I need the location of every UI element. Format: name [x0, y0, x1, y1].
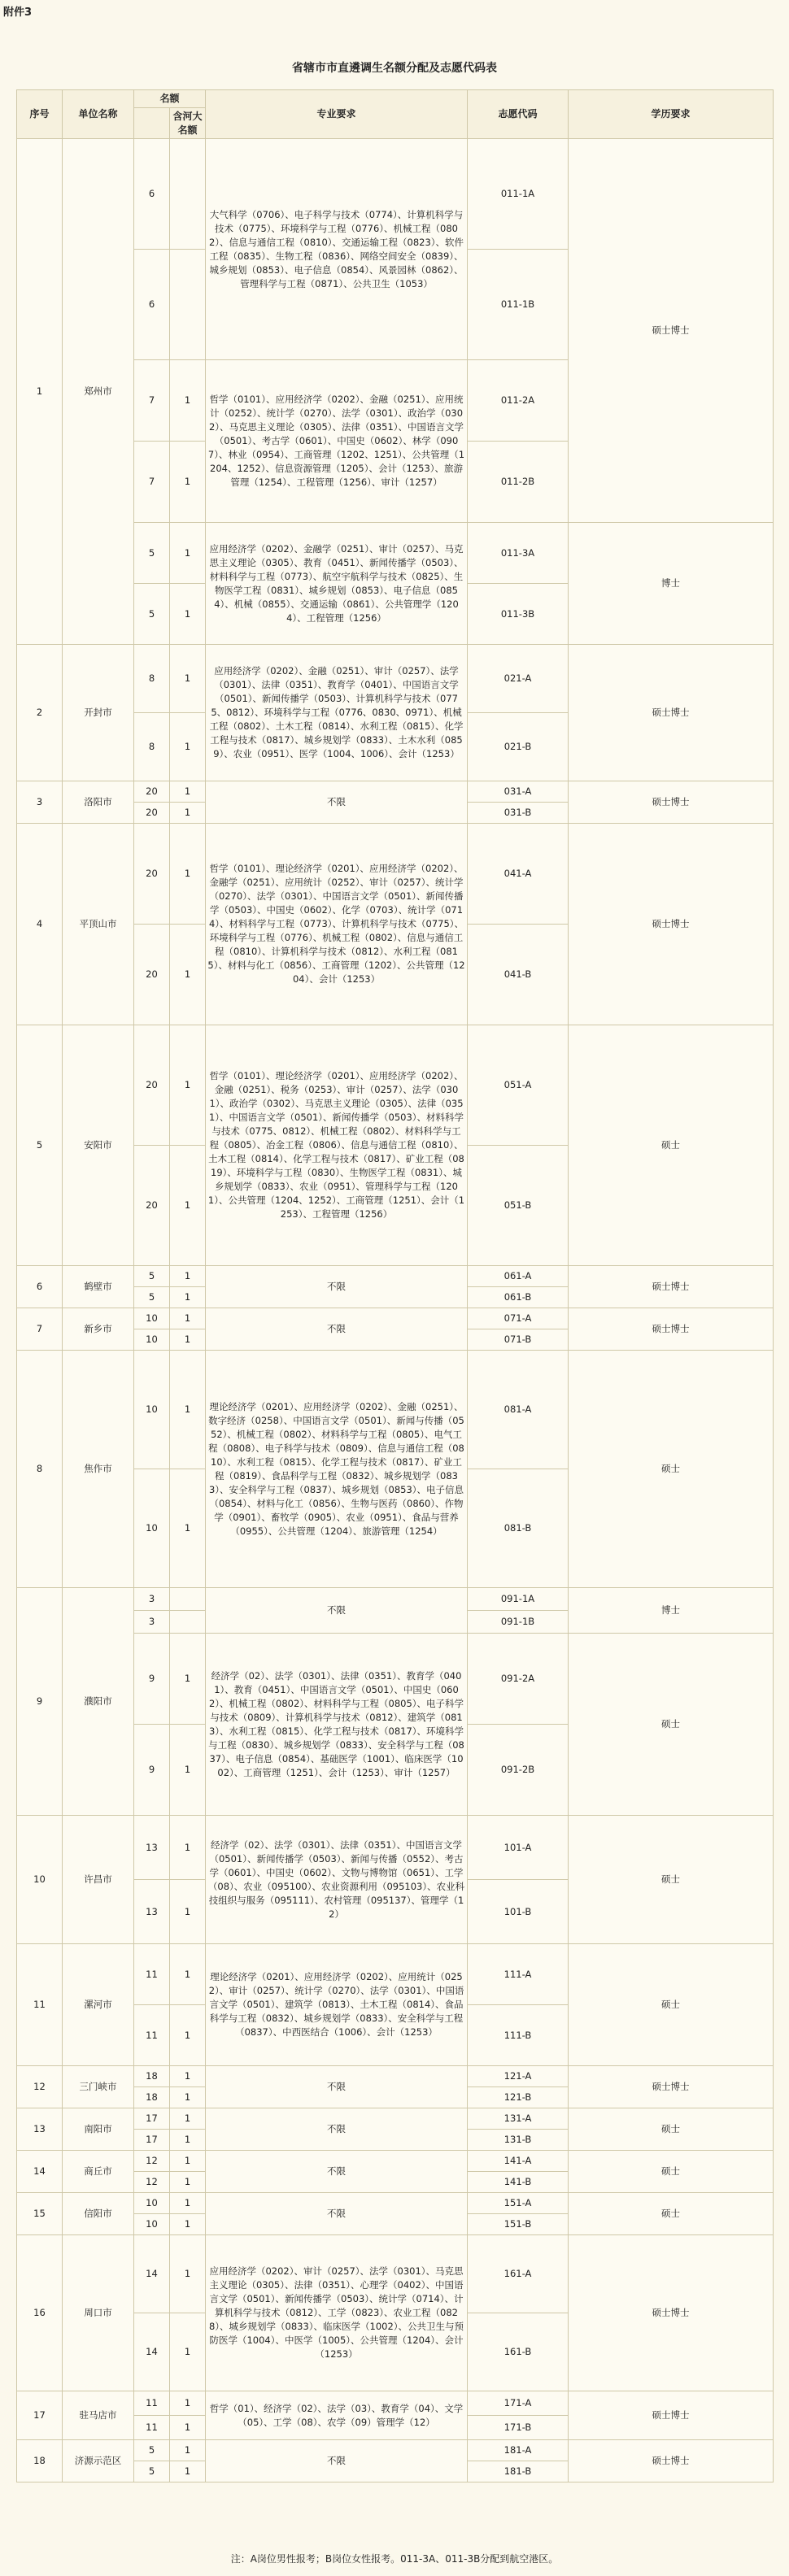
quota-cell: 7: [134, 442, 170, 523]
quota-sub-cell: [170, 139, 206, 250]
quota-sub-cell: 1: [170, 2416, 206, 2440]
quota-cell: 9: [134, 1634, 170, 1725]
code-cell: 141-A: [468, 2151, 569, 2172]
quota-cell: 17: [134, 2130, 170, 2151]
quota-sub-cell: [170, 1611, 206, 1634]
unit-name-cell: 开封市: [63, 645, 134, 781]
quota-sub-cell: 1: [170, 2066, 206, 2087]
code-cell: 081-B: [468, 1469, 569, 1588]
major-requirements-cell: 不限: [206, 2066, 468, 2108]
quota-sub-cell: 1: [170, 2005, 206, 2066]
code-cell: 041-A: [468, 824, 569, 925]
education-cell: 硕士: [569, 1025, 774, 1266]
unit-name-cell: 平顶山市: [63, 824, 134, 1025]
code-cell: 151-B: [468, 2214, 569, 2235]
table-row: [17, 1308, 774, 1329]
code-cell: 081-A: [468, 1351, 569, 1469]
seq-cell: 13: [17, 2108, 63, 2151]
code-cell: 021-B: [468, 713, 569, 781]
code-cell: 061-A: [468, 1266, 569, 1287]
unit-name-cell: 安阳市: [63, 1025, 134, 1266]
seq-cell: 18: [17, 2440, 63, 2482]
education-cell: 硕士博士: [569, 2391, 774, 2440]
code-cell: 011-1A: [468, 139, 569, 250]
seq-cell: 11: [17, 1944, 63, 2066]
quota-sub-cell: 1: [170, 360, 206, 442]
quota-cell: 20: [134, 824, 170, 925]
quota-sub-cell: 1: [170, 1816, 206, 1880]
code-cell: 131-B: [468, 2130, 569, 2151]
education-cell: 硕士博士: [569, 781, 774, 824]
code-cell: 071-A: [468, 1308, 569, 1329]
unit-name-cell: 郑州市: [63, 139, 134, 645]
unit-name-cell: 济源示范区: [63, 2440, 134, 2482]
code-cell: 031-B: [468, 803, 569, 824]
quota-cell: 10: [134, 2214, 170, 2235]
table-row: [17, 824, 774, 925]
quota-cell: 20: [134, 925, 170, 1025]
major-requirements-cell: 不限: [206, 2193, 468, 2235]
quota-cell: 11: [134, 2005, 170, 2066]
code-cell: 011-2B: [468, 442, 569, 523]
quota-sub-cell: [170, 250, 206, 360]
quota-cell: 3: [134, 1588, 170, 1611]
major-requirements-cell: 应用经济学（0202）、金融（0251）、审计（0257）、法学（0301）、法律（0351）、教育学（0401）、中国语言文学（0501）、新闻传播学（0503）、计算机科学与技术（0775、0812）、环境科学与工程（0776、0830、0971）、机械工程（0802）、土木工程（0814）、水利工程（0815）、化学工程与技术（0817）、城乡规划学（0833）、土木水利（0859）、农业（0951）、医学（1004、1006）、会计（1253）: [206, 645, 468, 781]
table-row: [17, 781, 774, 803]
quota-sub-cell: 1: [170, 1944, 206, 2005]
code-cell: 101-A: [468, 1816, 569, 1880]
quota-sub-cell: 1: [170, 1469, 206, 1588]
education-cell: 硕士博士: [569, 824, 774, 1025]
quota-sub-cell: 1: [170, 2130, 206, 2151]
quota-sub-cell: 1: [170, 1329, 206, 1351]
unit-name-cell: 漯河市: [63, 1944, 134, 2066]
unit-name-cell: 南阳市: [63, 2108, 134, 2151]
quota-cell: 18: [134, 2066, 170, 2087]
code-cell: 181-B: [468, 2461, 569, 2482]
quota-sub-cell: 1: [170, 803, 206, 824]
unit-name-cell: 三门峡市: [63, 2066, 134, 2108]
quota-sub-cell: 1: [170, 824, 206, 925]
quota-sub-cell: 1: [170, 645, 206, 713]
code-cell: 011-3B: [468, 584, 569, 645]
unit-name-cell: 许昌市: [63, 1816, 134, 1944]
quota-sub-cell: 1: [170, 925, 206, 1025]
quota-cell: 20: [134, 1146, 170, 1266]
education-cell: 硕士博士: [569, 2235, 774, 2391]
education-cell: 硕士: [569, 2193, 774, 2235]
table-row: [17, 1944, 774, 2005]
quota-cell: 11: [134, 1944, 170, 2005]
table-row: [17, 2193, 774, 2214]
table-row: [17, 2108, 774, 2130]
quota-cell: 13: [134, 1880, 170, 1944]
code-cell: 111-B: [468, 2005, 569, 2066]
quota-sub-cell: 1: [170, 2235, 206, 2313]
seq-cell: 8: [17, 1351, 63, 1588]
seq-cell: 2: [17, 645, 63, 781]
major-requirements-cell: 理论经济学（0201）、应用经济学（0202）、应用统计（0252）、审计（0257）、统计学（0270）、法学（0301）、中国语言文学（0501）、建筑学（0813）、土木工程（0814）、食品科学与工程（0832）、城乡规划学（0833）、安全科学与工程（0837）、中西医结合（1006）、会计（1253）: [206, 1944, 468, 2066]
quota-sub-cell: 1: [170, 1025, 206, 1146]
code-cell: 111-A: [468, 1944, 569, 2005]
quota-sub-cell: 1: [170, 1634, 206, 1725]
quota-cell: 5: [134, 2461, 170, 2482]
table-body: [17, 139, 774, 2482]
quota-cell: 14: [134, 2235, 170, 2313]
seq-cell: 5: [17, 1025, 63, 1266]
quota-cell: 10: [134, 1329, 170, 1351]
education-cell: 博士: [569, 1588, 774, 1634]
quota-cell: 17: [134, 2108, 170, 2130]
major-requirements-cell: 应用经济学（0202）、金融学（0251）、审计（0257）、马克思主义理论（0305）、教育（0451）、新闻传播学（0503）、材料科学与工程（0773）、航空宇航科学与技术（0825）、生物医学工程（0831）、城乡规划（0853）、电子信息（0854）、机械（0855）、交通运输（0861）、公共管理学（1204）、工程管理（1256）: [206, 523, 468, 645]
quota-cell: 3: [134, 1611, 170, 1634]
quota-cell: 20: [134, 781, 170, 803]
quota-cell: 13: [134, 1816, 170, 1880]
quota-table: [16, 89, 774, 2482]
major-requirements-cell: 经济学（02）、法学（0301）、法律（0351）、教育学（0401）、教育（0451）、中国语言文学（0501）、中国史（0602）、机械工程（0802）、材料科学与工程（0805）、电子科学与技术（0809）、计算机科学与技术（0812）、建筑学（0813）、水利工程（0815）、化学工程与技术（0817）、环境科学与工程（0830）、城乡规划学（0833）、安全科学与工程（0837）、电子信息（0854）、基础医学（1001）、临床医学（1002）、工商管理（1251）、会计（1253）、审计（1257）: [206, 1634, 468, 1816]
quota-sub-cell: 1: [170, 2461, 206, 2482]
header-quota-sub: 含河大名额: [170, 108, 206, 139]
unit-name-cell: 周口市: [63, 2235, 134, 2391]
code-cell: 091-1B: [468, 1611, 569, 1634]
header-seq: 序号: [17, 90, 63, 139]
education-cell: 硕士博士: [569, 2066, 774, 2108]
seq-cell: 10: [17, 1816, 63, 1944]
major-requirements-cell: 不限: [206, 781, 468, 824]
quota-cell: 12: [134, 2172, 170, 2193]
quota-cell: 10: [134, 2193, 170, 2214]
major-requirements-cell: 大气科学（0706）、电子科学与技术（0774）、计算机科学与技术（0775）、环境科学与工程（0776）、机械工程（0802）、信息与通信工程（0810）、交通运输工程（0823）、软件工程（0835）、生物工程（0836）、网络空间安全（0839）、城乡规划（0853）、电子信息（0854）、风景园林（0862）、管理科学与工程（0871）、公共卫生（1053）: [206, 139, 468, 360]
quota-sub-cell: 1: [170, 2391, 206, 2416]
quota-sub-cell: 1: [170, 1351, 206, 1469]
table-row: [17, 2151, 774, 2172]
major-requirements-cell: 哲学（0101）、应用经济学（0202）、金融（0251）、应用统计（0252）、统计学（0270）、法学（0301）、政治学（0302）、马克思主义理论（0305）、法律（0351）、中国语言文学（0501）、考古学（0601）、中国史（0602）、林学（0907）、林业（0954）、工商管理（1202、1251）、公共管理（1204、1252）、信息资源管理（1205）、会计（1253）、旅游管理（1254）、工程管理（1256）、审计（1257）: [206, 360, 468, 523]
major-requirements-cell: 不限: [206, 1266, 468, 1308]
unit-name-cell: 信阳市: [63, 2193, 134, 2235]
quota-sub-cell: 1: [170, 1287, 206, 1308]
major-requirements-cell: 不限: [206, 1308, 468, 1351]
quota-cell: 5: [134, 2440, 170, 2461]
table-row: [17, 1351, 774, 1469]
code-cell: 061-B: [468, 1287, 569, 1308]
education-cell: 硕士: [569, 2108, 774, 2151]
unit-name-cell: 新乡市: [63, 1308, 134, 1351]
header-quota: 名额: [134, 90, 206, 108]
seq-cell: 16: [17, 2235, 63, 2391]
quota-sub-cell: 1: [170, 1725, 206, 1816]
unit-name-cell: 焦作市: [63, 1351, 134, 1588]
major-requirements-cell: 哲学（0101）、理论经济学（0201）、应用经济学（0202）、金融学（0251）、应用统计（0252）、审计（0257）、统计学（0270）、法学（0301）、中国语言文学（0501）、新闻传播学（0503）、中国史（0602）、化学（0703）、统计学（0714）、材料科学与工程（0773）、计算机科学与技术（0775）、环境科学与工程（0776）、机械工程（0802）、信息与通信工程（0810）、计算机科学与技术（0812）、水利工程（0815）、材料与化工（0856）、工商管理（1202）、公共管理（1204）、会计（1253）: [206, 824, 468, 1025]
code-cell: 071-B: [468, 1329, 569, 1351]
code-cell: 131-A: [468, 2108, 569, 2130]
table-row: [17, 2235, 774, 2313]
seq-cell: 6: [17, 1266, 63, 1308]
quota-cell: 18: [134, 2087, 170, 2108]
seq-cell: 15: [17, 2193, 63, 2235]
code-cell: 021-A: [468, 645, 569, 713]
major-requirements-cell: 哲学（01）、经济学（02）、法学（03）、教育学（04）、文学（05）、工学（08）、农学（09）管理学（12）: [206, 2391, 468, 2440]
quota-cell: 5: [134, 523, 170, 584]
quota-sub-cell: 1: [170, 2087, 206, 2108]
education-cell: 博士: [569, 523, 774, 645]
education-cell: 硕士博士: [569, 139, 774, 523]
seq-cell: 7: [17, 1308, 63, 1351]
education-cell: 硕士: [569, 2151, 774, 2193]
quota-sub-cell: [170, 1588, 206, 1611]
quota-sub-cell: 1: [170, 1146, 206, 1266]
code-cell: 121-B: [468, 2087, 569, 2108]
table-row: [17, 2066, 774, 2087]
seq-cell: 3: [17, 781, 63, 824]
quota-sub-cell: 1: [170, 713, 206, 781]
attachment-label: 附件3: [3, 7, 33, 19]
page-title: 省辖市市直遴调生名额分配及志愿代码表: [292, 62, 497, 75]
quota-cell: 14: [134, 2313, 170, 2391]
quota-sub-cell: 1: [170, 2214, 206, 2235]
quota-sub-cell: 1: [170, 2172, 206, 2193]
code-cell: 041-B: [468, 925, 569, 1025]
quota-sub-cell: 1: [170, 523, 206, 584]
code-cell: 141-B: [468, 2172, 569, 2193]
quota-cell: 11: [134, 2416, 170, 2440]
header-edu: 学历要求: [569, 90, 774, 139]
major-requirements-cell: 不限: [206, 2108, 468, 2151]
code-cell: 091-2A: [468, 1634, 569, 1725]
quota-sub-cell: 1: [170, 584, 206, 645]
quota-cell: 9: [134, 1725, 170, 1816]
quota-cell: 8: [134, 645, 170, 713]
code-cell: 011-3A: [468, 523, 569, 584]
education-cell: 硕士博士: [569, 1266, 774, 1308]
unit-name-cell: 商丘市: [63, 2151, 134, 2193]
code-cell: 171-B: [468, 2416, 569, 2440]
quota-sub-cell: 1: [170, 2193, 206, 2214]
unit-name-cell: 鹤壁市: [63, 1266, 134, 1308]
education-cell: 硕士博士: [569, 1308, 774, 1351]
major-requirements-cell: 不限: [206, 2440, 468, 2482]
unit-name-cell: 洛阳市: [63, 781, 134, 824]
quota-sub-cell: 1: [170, 1308, 206, 1329]
quota-cell: 6: [134, 139, 170, 250]
code-cell: 101-B: [468, 1880, 569, 1944]
quota-sub-cell: 1: [170, 781, 206, 803]
seq-cell: 17: [17, 2391, 63, 2440]
code-cell: 031-A: [468, 781, 569, 803]
seq-cell: 4: [17, 824, 63, 1025]
code-cell: 091-2B: [468, 1725, 569, 1816]
seq-cell: 14: [17, 2151, 63, 2193]
major-requirements-cell: 不限: [206, 1588, 468, 1634]
table-row: [17, 2440, 774, 2461]
major-requirements-cell: 经济学（02）、法学（0301）、法律（0351）、中国语言文学（0501）、新闻传播学（0503）、新闻与传播（0552）、考古学（0601）、中国史（0602）、文物与博物馆（0651）、工学（08）、农业（095100）、农业资源利用（095103）、农业科技组织与服务（095111）、农村管理（095137）、管理学（12）: [206, 1816, 468, 1944]
code-cell: 151-A: [468, 2193, 569, 2214]
quota-cell: 20: [134, 803, 170, 824]
quota-sub-cell: 1: [170, 2151, 206, 2172]
table-row: [17, 645, 774, 713]
major-requirements-cell: 应用经济学（0202）、审计（0257）、法学（0301）、马克思主义理论（0305）、法律（0351）、心理学（0402）、中国语言文学（0501）、新闻传播学（0503）、统计学（0714）、计算机科学与技术（0812）、工学（0823）、农业工程（0828）、城乡规划学（0833）、临床医学（1002）、公共卫生与预防医学（1004）、中医学（1005）、公共管理（1204）、会计（1253）: [206, 2235, 468, 2391]
major-requirements-cell: 不限: [206, 2151, 468, 2193]
education-cell: 硕士: [569, 1944, 774, 2066]
quota-cell: 6: [134, 250, 170, 360]
table-row: [17, 139, 774, 250]
header-unit: 单位名称: [63, 90, 134, 139]
header-code: 志愿代码: [468, 90, 569, 139]
quota-cell: 20: [134, 1025, 170, 1146]
quota-cell: 5: [134, 1287, 170, 1308]
code-cell: 091-1A: [468, 1588, 569, 1611]
code-cell: 051-A: [468, 1025, 569, 1146]
table-row: [17, 1588, 774, 1611]
quota-sub-cell: 1: [170, 2440, 206, 2461]
quota-cell: 10: [134, 1469, 170, 1588]
major-requirements-cell: 哲学（0101）、理论经济学（0201）、应用经济学（0202）、金融（0251）、税务（0253）、审计（0257）、法学（0301）、政治学（0302）、马克思主义理论（0305）、法律（0351）、中国语言文学（0501）、新闻传播学（0503）、材料科学与技术（0775、0812）、机械工程（0802）、材料科学与工程（0805）、冶金工程（0806）、信息与通信工程（0810）、土木工程（0814）、化学工程与技术（0817）、矿业工程（0819）、环境科学与工程（0830）、生物医学工程（0831）、城乡规划学（0833）、农业（0951）、管理科学与工程（1201）、公共管理（1204、1252）、工商管理（1251）、会计（1253）、工程管理（1256）: [206, 1025, 468, 1266]
seq-cell: 1: [17, 139, 63, 645]
table-row: [17, 1025, 774, 1146]
quota-cell: 12: [134, 2151, 170, 2172]
table-row: [17, 2391, 774, 2416]
quota-sub-cell: 1: [170, 1880, 206, 1944]
quota-sub-cell: 1: [170, 442, 206, 523]
quota-cell: 11: [134, 2391, 170, 2416]
education-cell: 硕士: [569, 1634, 774, 1816]
seq-cell: 9: [17, 1588, 63, 1816]
quota-sub-cell: 1: [170, 2108, 206, 2130]
code-cell: 121-A: [468, 2066, 569, 2087]
quota-cell: 5: [134, 584, 170, 645]
table-row: [17, 1816, 774, 1880]
quota-sub-cell: 1: [170, 2313, 206, 2391]
quota-cell: 5: [134, 1266, 170, 1287]
code-cell: 161-A: [468, 2235, 569, 2313]
footnote: 注：A岗位男性报考；B岗位女性报考。011-3A、011-3B分配到航空港区。: [230, 2553, 559, 2565]
education-cell: 硕士博士: [569, 2440, 774, 2482]
code-cell: 161-B: [468, 2313, 569, 2391]
education-cell: 硕士: [569, 1351, 774, 1588]
quota-cell: 10: [134, 1351, 170, 1469]
header-major: 专业要求: [206, 90, 468, 139]
education-cell: 硕士: [569, 1816, 774, 1944]
code-cell: 011-1B: [468, 250, 569, 360]
seq-cell: 12: [17, 2066, 63, 2108]
unit-name-cell: 濮阳市: [63, 1588, 134, 1816]
major-requirements-cell: 理论经济学（0201）、应用经济学（0202）、金融（0251）、数字经济（0258）、中国语言文学（0501）、新闻与传播（0552）、机械工程（0802）、材料科学与工程（0805）、电气工程（0808）、电子科学与技术（0809）、信息与通信工程（0810）、水利工程（0815）、化学工程与技术（0817）、矿业工程（0819）、食品科学与工程（0832）、城乡规划学（0833）、安全科学与工程（0837）、城乡规划（0853）、电子信息（0854）、材料与化工（0856）、生物与医药（0860）、作物学（0901）、畜牧学（0905）、农业（0951）、食品与营养（0955）、公共管理（1204）、旅游管理（1254）: [206, 1351, 468, 1588]
code-cell: 181-A: [468, 2440, 569, 2461]
code-cell: 051-B: [468, 1146, 569, 1266]
table-row: [17, 1266, 774, 1287]
quota-cell: 10: [134, 1308, 170, 1329]
quota-sub-cell: 1: [170, 1266, 206, 1287]
code-cell: 171-A: [468, 2391, 569, 2416]
code-cell: 011-2A: [468, 360, 569, 442]
education-cell: 硕士博士: [569, 645, 774, 781]
quota-cell: 7: [134, 360, 170, 442]
quota-cell: 8: [134, 713, 170, 781]
unit-name-cell: 驻马店市: [63, 2391, 134, 2440]
